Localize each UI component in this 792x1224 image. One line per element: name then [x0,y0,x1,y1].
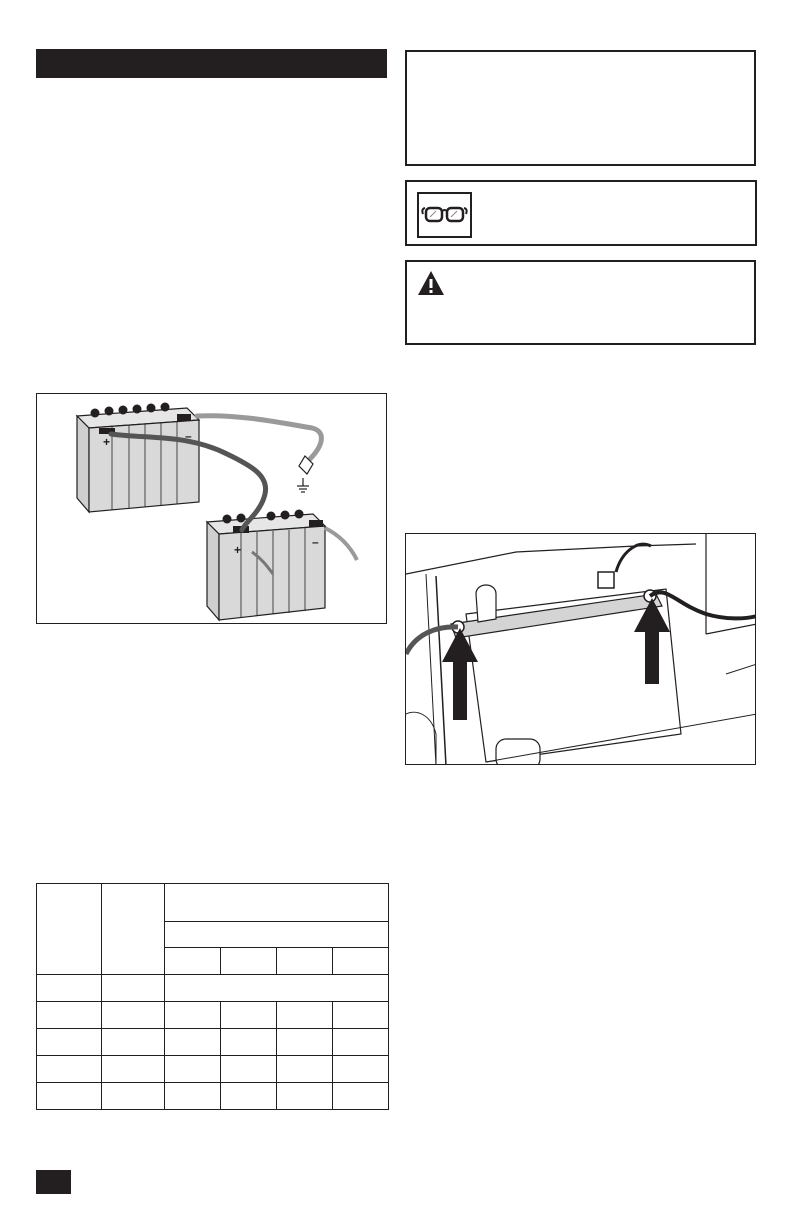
svg-text:+: + [103,435,111,449]
table-cell [37,1083,102,1110]
table-cell [333,1029,389,1056]
table-cell [37,1002,102,1029]
table-header-cell [221,948,277,975]
table-cell [221,1029,277,1056]
table-cell [165,1029,221,1056]
table-header-cell [165,948,221,975]
table-cell [333,1002,389,1029]
table-header-cell [165,884,389,922]
table-header-cell [165,922,389,948]
table-cell [165,975,389,1002]
battery-cable-negative [325,528,357,560]
table-row [37,1002,389,1029]
svg-text:–: – [312,535,319,549]
svg-text:–: – [185,429,192,443]
table-cell [277,1083,333,1110]
figure-jump-start-batteries [36,393,387,624]
table-row [37,1029,389,1056]
table-header-cell [333,948,389,975]
table-cell [165,1083,221,1110]
notice-box [405,50,756,166]
table-cell [165,1002,221,1029]
ground-symbol-icon [297,478,309,492]
svg-text:+: + [234,543,242,557]
table-row [37,1083,389,1110]
safety-glasses-icon [417,192,472,238]
table-cell [333,1083,389,1110]
table-cell [221,1002,277,1029]
table-cell [102,1002,165,1029]
jumper-cable-negative [197,416,321,460]
eye-protection-box [405,180,757,246]
table-cell [102,1029,165,1056]
page-number-tab [36,1170,71,1194]
section-header-bar [36,49,387,78]
table-cell [102,1056,165,1083]
table-cell [277,1029,333,1056]
warning-triangle-icon [417,270,445,296]
table-cell [37,1029,102,1056]
table-cell [37,975,102,1002]
table-cell [277,1056,333,1083]
table-cell [102,975,165,1002]
table-cell [37,1056,102,1083]
figure-battery-terminals [405,533,756,765]
table-cell [221,1056,277,1083]
table-header-cell [277,948,333,975]
table-cell [221,1083,277,1110]
table-row [37,1056,389,1083]
table-cell [277,1002,333,1029]
table-header-cell [37,884,102,975]
battery-top-left [77,403,199,513]
table-header-cell [102,884,165,975]
table-cell [102,1083,165,1110]
warning-box [405,260,756,345]
spec-table [36,883,389,1110]
table-row [37,975,389,1002]
table-cell [165,1056,221,1083]
table-cell [333,1056,389,1083]
